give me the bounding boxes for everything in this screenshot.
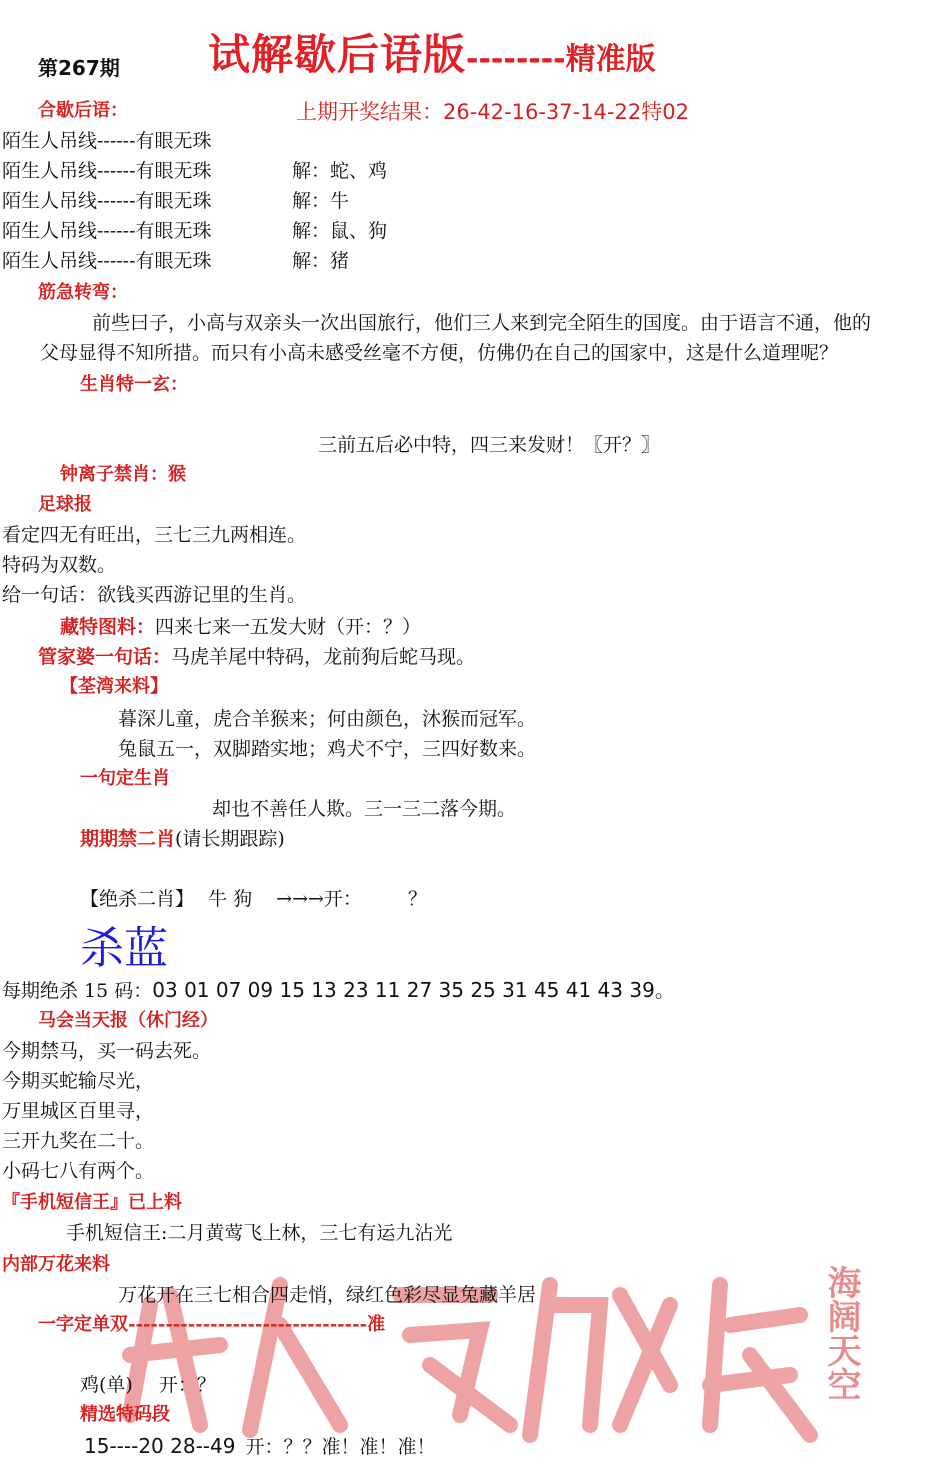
- mahui-line-3: 万里城区百里寻，: [2, 1100, 155, 1122]
- shengxiao-text: 三前五后必中特，四三来发财！〖开？〗: [318, 434, 661, 456]
- xiehouyu-answer-5: 解：猪: [292, 250, 350, 272]
- cangte-text: 四来七来一五发大财（开：？）: [155, 616, 422, 638]
- jinji-line-1: 前些曰子，小高与双亲头一次出国旅行，他们三人来到完全陌生的国度。由于语言不通，他的: [92, 312, 872, 334]
- mahui-line-5: 小码七八有两个。: [2, 1160, 155, 1182]
- jinji-heading: 筋急转弯：: [38, 282, 128, 303]
- football-line-1: 看定四无有旺出，三七三九两相连。: [2, 524, 307, 546]
- xiehouyu-answer-2: 解：蛇、鸡: [292, 160, 388, 182]
- qiqi-row: [80, 824, 285, 851]
- shalan-text: 杀蓝: [80, 923, 168, 974]
- qiqi-note: (请长期跟踪): [175, 828, 285, 850]
- yizi-heading: 一字定单双: [38, 1314, 128, 1335]
- title-main: 试解歇后语版: [208, 30, 467, 79]
- quanwan-line-2: 兔鼠五一，双脚踏实地；鸡犬不宁，三四好数来。: [118, 738, 537, 760]
- shengxiao-heading: 生肖特一玄：: [80, 374, 188, 395]
- meiqi-label: 每期绝杀 15 码：: [2, 980, 153, 1002]
- yizi-dashes: --------------------------------: [128, 1314, 368, 1335]
- zhongli-text: 钟离子禁肖：猴: [60, 464, 186, 485]
- guanjia-row: [38, 642, 475, 669]
- jingxuan-row: [84, 1432, 435, 1459]
- yizi-tail: 准: [367, 1314, 386, 1335]
- xiehouyu-line-4: 陌生人吊线------有眼无珠: [2, 220, 212, 242]
- yizi-row: [38, 1310, 385, 1336]
- football-line-2: 特码为双数。: [2, 554, 117, 576]
- football-heading: 足球报: [38, 494, 92, 515]
- jingxuan-tail: 开：？？准！准！准！: [245, 1436, 436, 1458]
- neibu-heading: 内部万花来料: [2, 1254, 110, 1275]
- jinji-line-2: 父母显得不知所措。而只有小高未感受丝毫不方便，仿佛仍在自己的国家中，这是什么道理呢？: [40, 342, 839, 364]
- yiju-text: 却也不善任人欺。三一三二落今期。: [212, 798, 517, 820]
- xiehouyu-line-2: 陌生人吊线------有眼无珠: [2, 160, 212, 182]
- juesha-text: 牛 狗: [208, 888, 253, 910]
- shouji-text: 手机短信王:二月黄莺飞上林，三七有运九沾光: [66, 1222, 453, 1244]
- cangte-label: 藏特图料：: [60, 616, 156, 638]
- juesha-label: 【绝杀二肖】: [80, 888, 195, 910]
- quanwan-line-1: 暮深儿童，虎合羊猴来；何由颜色，沐猴而冠军。: [118, 708, 537, 730]
- ji-text: 鸡(单): [80, 1374, 133, 1396]
- xiehouyu-line-3: 陌生人吊线------有眼无珠: [2, 190, 212, 212]
- xiehouyu-line-5: 陌生人吊线------有眼无珠: [2, 250, 212, 272]
- mahui-heading: 马会当天报（休门经）: [38, 1010, 218, 1031]
- xiehouyu-answer-4: 解：鼠、狗: [292, 220, 388, 242]
- quanwan-heading: 【荃湾来料】: [60, 676, 168, 697]
- title-dashes: --------: [466, 42, 566, 77]
- last-result: 上期开奖结果：26-42-16-37-14-22特02: [296, 100, 689, 124]
- meiqi-row: [2, 974, 675, 1003]
- mahui-line-2: 今期买蛇输尽光，: [2, 1070, 155, 1092]
- issue-number: 第267期: [38, 56, 120, 80]
- title-tail: 精准版: [565, 42, 656, 77]
- page-title: [208, 22, 656, 82]
- mahui-line-1: 今期禁马，买一码去死。: [2, 1040, 212, 1062]
- cangte-row: [60, 612, 421, 639]
- xiehouyu-answer-3: 解：牛: [292, 190, 350, 212]
- yiju-heading: 一句定生肖: [80, 768, 170, 789]
- juesha-row: [80, 884, 427, 911]
- watermark-side-text: 海阔天空: [821, 1265, 861, 1401]
- guanjia-label: 管家婆一句话：: [38, 646, 172, 668]
- meiqi-numbers: 03 01 07 09 15 13 23 11 27 35 25 31 45 41 43 39。: [152, 978, 675, 1002]
- mahui-line-4: 三开九奖在二十。: [2, 1130, 155, 1152]
- football-line-3: 给一句话：欲钱买西游记里的生肖。: [2, 584, 307, 606]
- xiehouyu-heading: 合歇后语：: [38, 100, 128, 121]
- shouji-heading: 『手机短信王』已上料: [2, 1192, 182, 1213]
- neibu-text: 万花开在三七相合四走悄，绿红色彩尽显兔藏羊居: [118, 1284, 537, 1306]
- juesha-result: ？: [407, 888, 427, 910]
- ji-open: 开：？: [158, 1374, 216, 1396]
- guanjia-text: 马虎羊尾中特码，龙前狗后蛇马现。: [171, 646, 476, 668]
- jingxuan-range: 15----20 28--49: [84, 1434, 236, 1458]
- xiehouyu-line-1: 陌生人吊线------有眼无珠: [2, 130, 212, 152]
- ji-row: [80, 1370, 216, 1397]
- qiqi-heading: 期期禁二肖: [80, 828, 176, 850]
- jingxuan-heading: 精选特码段: [80, 1404, 170, 1425]
- juesha-arrow: →→→开：: [276, 888, 362, 910]
